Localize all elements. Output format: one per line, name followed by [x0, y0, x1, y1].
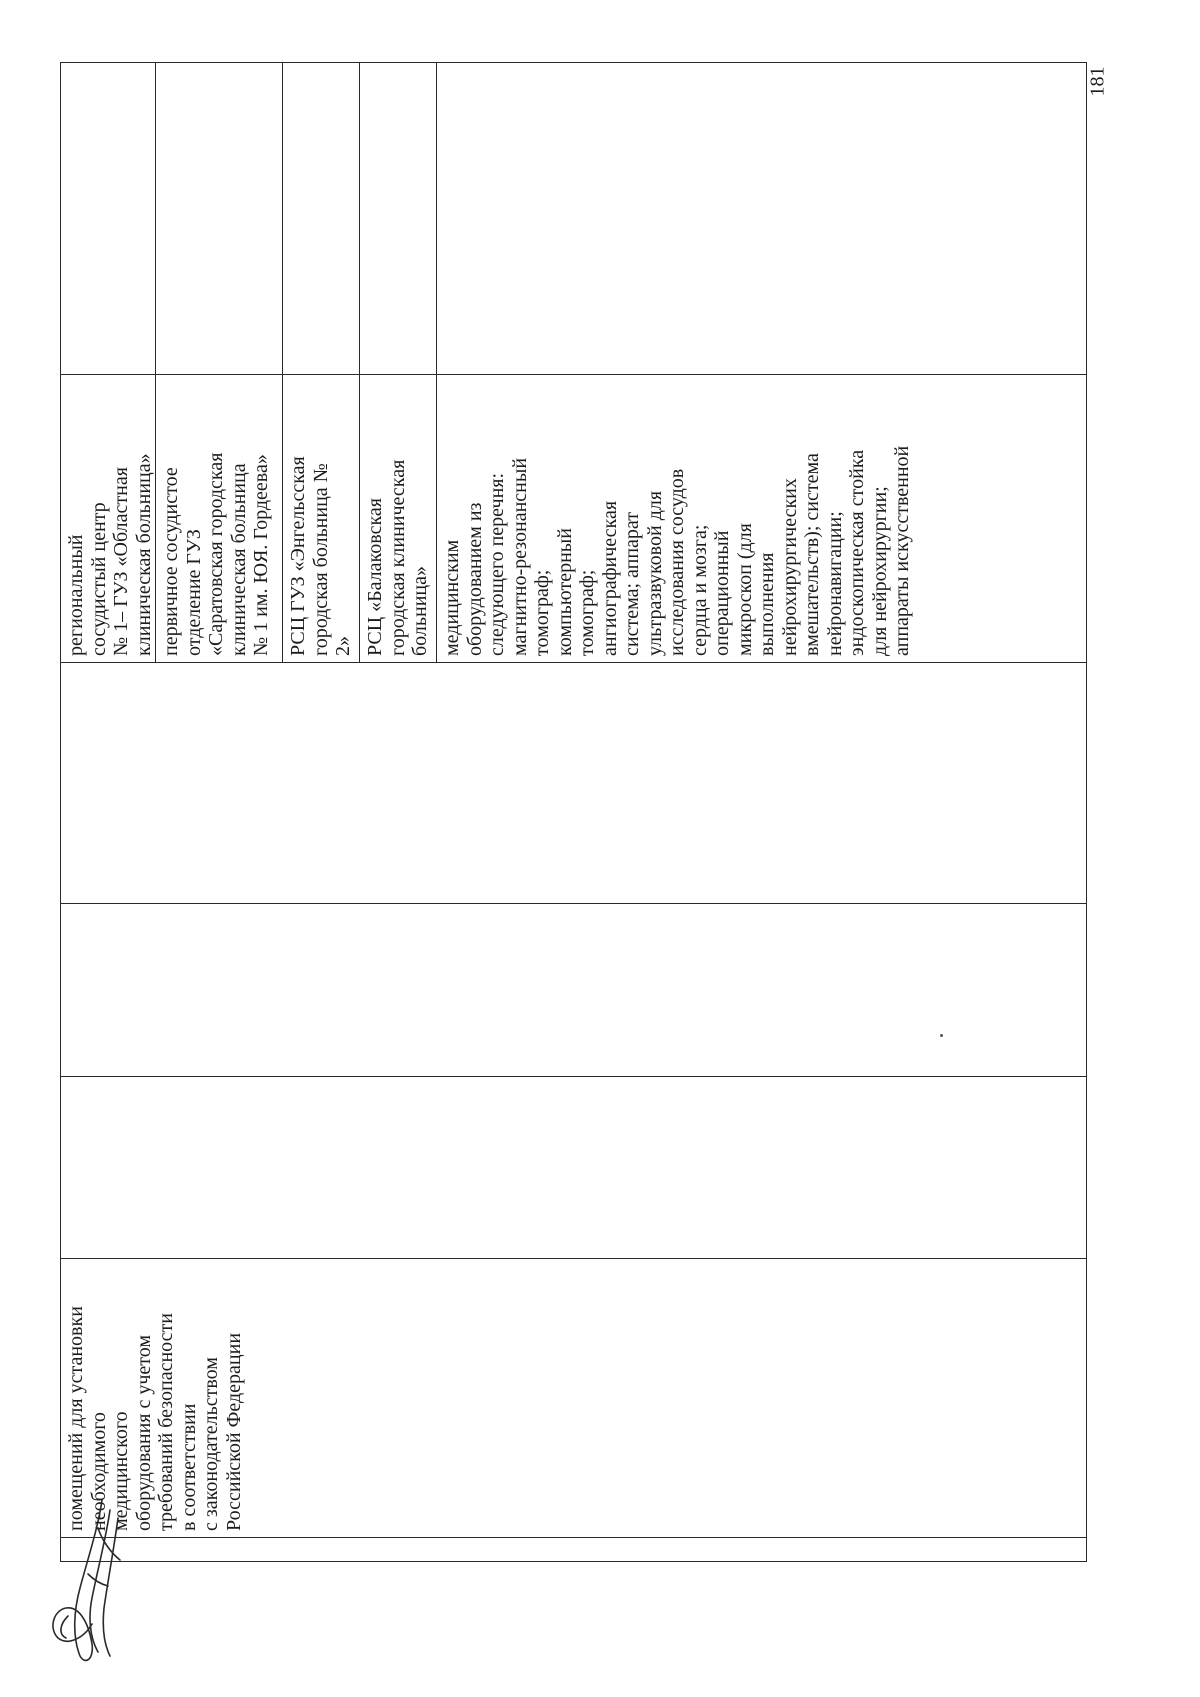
- facility-cell: РСЦ ГУЗ «Энгельсская городская больница № 2»: [283, 375, 360, 663]
- table-cell-empty: [61, 663, 1087, 904]
- table-cell-empty: [61, 1077, 1087, 1259]
- facility-cell: первичное сосудистое отделение ГУЗ «Саратовская городская клиническая больница № 1 им. ЮЯ. Гордеева»: [156, 375, 283, 663]
- table-cell-empty: [437, 63, 1087, 375]
- table-cell-empty: [61, 904, 1087, 1077]
- table-cell-empty: [283, 63, 360, 375]
- table-cell-empty: [156, 63, 283, 375]
- equipment-list-cell: медицинским оборудованием из следующего перечня: магнитно-резонансный томограф; компьютерный томограф; ангиографическая система; аппарат ультразвуковой для исследования сосудов сердца и мозга; операционный микроскоп (для выполнения нейрохирургических вмешательств); система нейронавигации; эндоскопическая стойка для нейрохирургии; аппараты искусственной: [437, 375, 1087, 663]
- table-cell-number: [61, 1538, 1087, 1562]
- table-cell-empty: [360, 63, 437, 375]
- table-cell-empty: [61, 63, 156, 375]
- page-number: 181: [1086, 66, 1109, 97]
- facility-cell: РСЦ «Балаковская городская клиническая больница»: [360, 375, 437, 663]
- requirements-table: [60, 62, 1087, 1562]
- facility-cell: региональный сосудистый центр № 1– ГУЗ «Областная клиническая больница»: [61, 375, 156, 663]
- scan-speck: [940, 1034, 943, 1037]
- handwritten-signature-icon: [28, 1488, 138, 1678]
- table-row: [61, 63, 156, 1562]
- rotated-table-wrapper: [60, 63, 1073, 1562]
- requirement-cell: помещений для установки необходимого медицинского оборудования с учетом требований безопасности в соответствии с законодательством Российской Федерации: [61, 1259, 1087, 1538]
